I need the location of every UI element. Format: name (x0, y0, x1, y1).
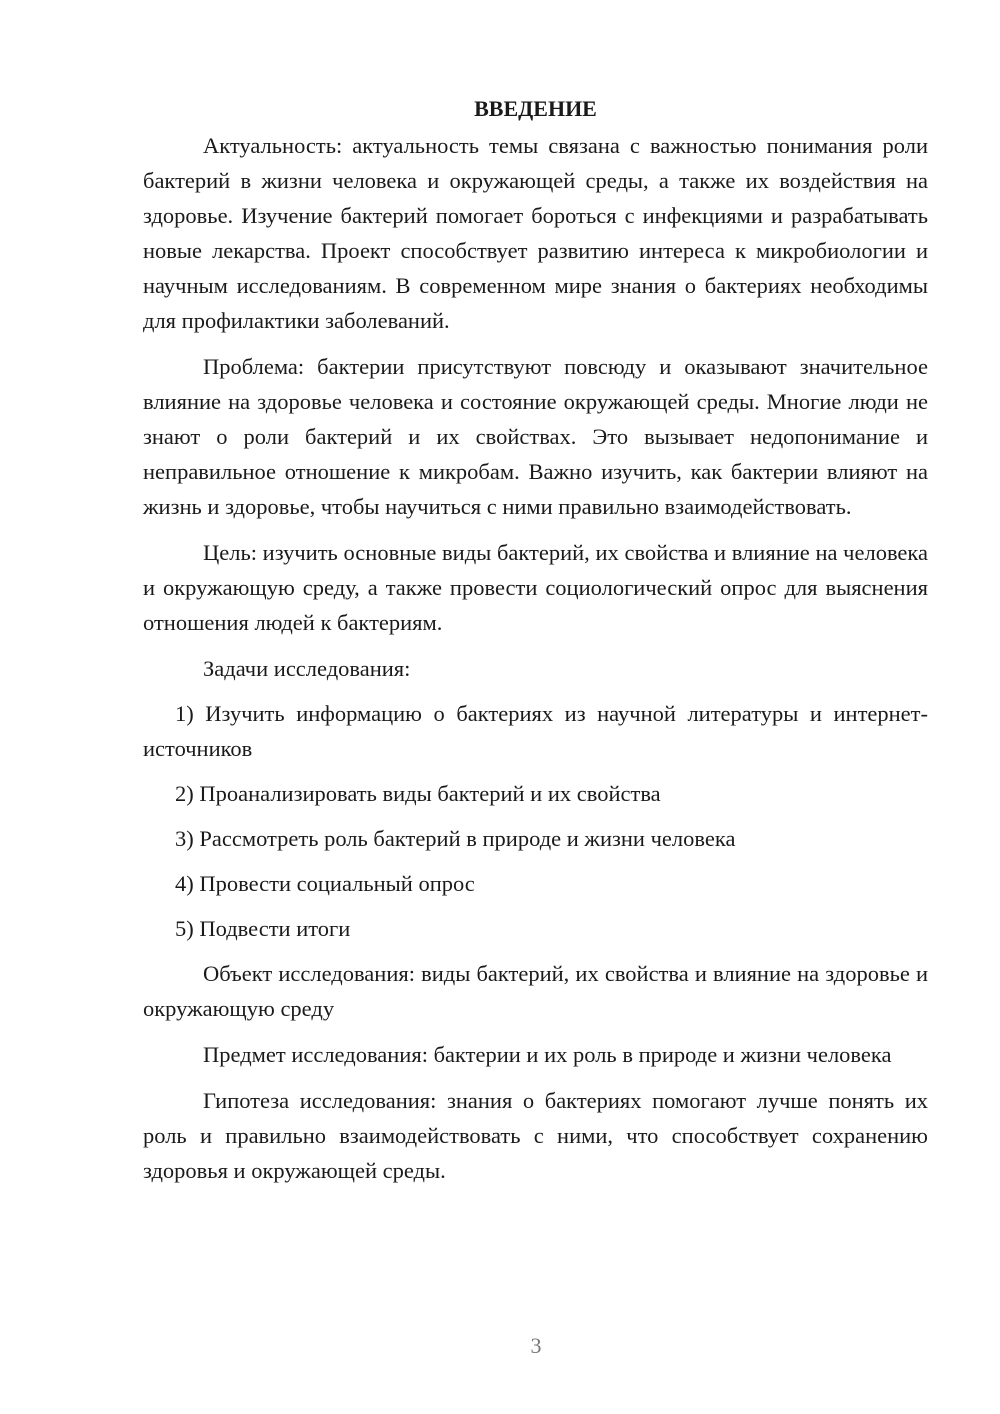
tasks-list (143, 696, 928, 946)
subject-paragraph: Предмет исследования: бактерии и их роль в природе и жизни человека (203, 1042, 892, 1067)
task-item-1: 1) Изучить информацию о бактериях из научной литературы и интернет-источников (143, 701, 928, 761)
task-item-5: 5) Подвести итоги (175, 916, 351, 941)
hypothesis-paragraph: Гипотеза исследования: знания о бактериях помогают лучше понять их роль и правильно взаимодействовать с ними, что способствует сохранению здоровья и окружающей среды. (143, 1088, 928, 1183)
task-item-4: 4) Провести социальный опрос (175, 871, 475, 896)
tasks-heading: Задачи исследования: (203, 656, 411, 681)
task-item-2: 2) Проанализировать виды бактерий и их свойства (175, 781, 661, 806)
goal-paragraph: Цель: изучить основные виды бактерий, их свойства и влияние на человека и окружающую среду, а также провести социологический опрос для выяснения отношения людей к бактериям. (143, 540, 928, 635)
page-number: 3 (530, 1333, 542, 1358)
problem-paragraph: Проблема: бактерии присутствуют повсюду и оказывают значительное влияние на здоровье человека и состояние окружающей среды. Многие люди не знают о роли бактерий и их свойствах. Это вызывает недопонимание и неправильное отношение к микробам. Важно изучить, как бактерии влияют на жизнь и здоровье, чтобы научиться с ними правильно взаимодействовать. (143, 354, 928, 519)
section-title: ВВЕДЕНИЕ (474, 96, 597, 121)
document-page (143, 94, 928, 1199)
task-item-3: 3) Рассмотреть роль бактерий в природе и жизни человека (175, 826, 736, 851)
relevance-paragraph: Актуальность: актуальность темы связана с важностью понимания роли бактерий в жизни человека и окружающей среды, а также их воздействия на здоровье. Изучение бактерий помогает бороться с инфекциями и разрабатывать новые лекарства. Проект способствует развитию интереса к микробиологии и научным исследованиям. В современном мире знания о бактериях необходимы для профилактики заболеваний. (143, 133, 928, 333)
object-paragraph: Объект исследования: виды бактерий, их свойства и влияние на здоровье и окружающую среду (143, 961, 928, 1021)
